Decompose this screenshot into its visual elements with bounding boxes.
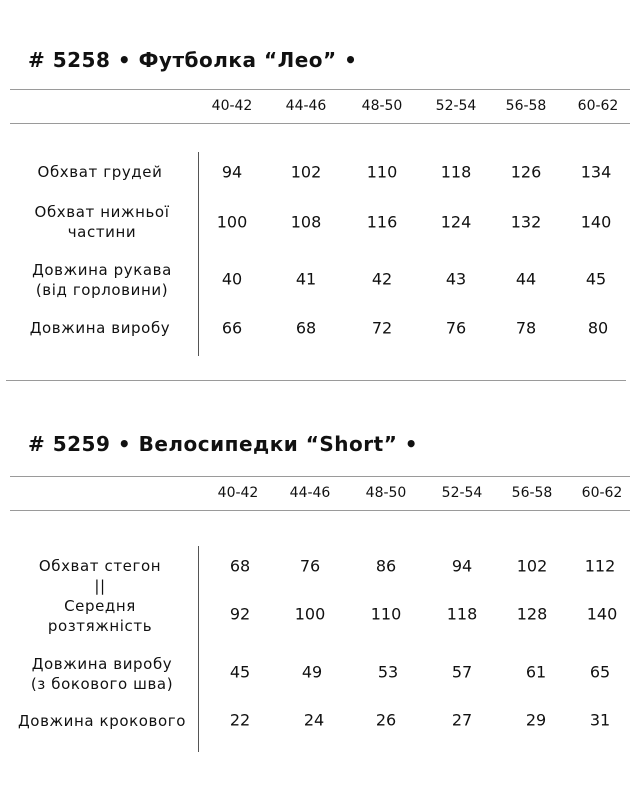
row-label: Обхват стегон || [38,557,162,595]
row-label: Обхват нижньої частини [34,203,170,241]
table-cell: 92 [229,604,251,624]
header-bottom-rule [10,510,630,511]
table-cell: 49 [301,662,323,682]
size-header: 56-58 [505,98,547,114]
header-bottom-rule [10,123,630,124]
table-cell: 42 [371,269,393,289]
table-cell: 68 [295,318,317,338]
table-cell: 100 [294,604,326,624]
row-label: Середня розтяжність [47,597,153,635]
table-cell: 66 [221,318,243,338]
table-cell: 53 [377,662,399,682]
label-divider [198,152,199,356]
table-cell: 86 [375,556,397,576]
table-cell: 22 [229,710,251,730]
size-header: 48-50 [361,98,403,114]
table-cell: 110 [370,604,402,624]
table-cell: 72 [371,318,393,338]
table-cell: 134 [580,162,612,182]
size-header: 60-62 [577,98,619,114]
table-cell: 76 [445,318,467,338]
size-header: 40-42 [211,98,253,114]
table-cell: 68 [229,556,251,576]
table-cell: 27 [451,710,473,730]
size-header: 56-58 [511,485,553,501]
row-label: Довжина виробу [29,319,171,337]
table-1-title: # 5258 • Футболка “Лео” • [28,48,358,72]
size-header: 40-42 [217,485,259,501]
table-cell: 65 [589,662,611,682]
table-cell: 116 [366,212,398,232]
table-cell: 100 [216,212,248,232]
table-cell: 61 [525,662,547,682]
table-cell: 108 [290,212,322,232]
table-cell: 128 [516,604,548,624]
table-cell: 140 [580,212,612,232]
table-cell: 76 [299,556,321,576]
size-header: 52-54 [435,98,477,114]
header-top-rule [10,476,630,477]
table-cell: 102 [516,556,548,576]
label-divider [198,546,199,752]
table-cell: 78 [515,318,537,338]
table-cell: 41 [295,269,317,289]
table-2-title: # 5259 • Велосипедки “Short” • [28,432,419,456]
size-header: 44-46 [285,98,327,114]
table-cell: 57 [451,662,473,682]
table-cell: 24 [303,710,325,730]
row-label: Обхват грудей [37,163,163,181]
table-cell: 126 [510,162,542,182]
table-cell: 26 [375,710,397,730]
row-label: Довжина рукава (від горловини) [32,261,172,299]
row-label: Довжина виробу (з бокового шва) [30,655,174,693]
size-header: 52-54 [441,485,483,501]
table-cell: 110 [366,162,398,182]
row-label: Довжина крокового [17,712,187,730]
size-header: 44-46 [289,485,331,501]
size-header: 48-50 [365,485,407,501]
table-cell: 29 [525,710,547,730]
table-cell: 43 [445,269,467,289]
table-cell: 140 [586,604,618,624]
header-top-rule [10,89,630,90]
table-cell: 118 [446,604,478,624]
table-cell: 80 [587,318,609,338]
table-cell: 44 [515,269,537,289]
table-cell: 118 [440,162,472,182]
table-cell: 40 [221,269,243,289]
table-cell: 132 [510,212,542,232]
table-cell: 124 [440,212,472,232]
table-cell: 94 [221,162,243,182]
table-cell: 102 [290,162,322,182]
size-header: 60-62 [581,485,623,501]
table-cell: 45 [229,662,251,682]
table-cell: 94 [451,556,473,576]
table-cell: 45 [585,269,607,289]
section-divider [6,380,626,381]
table-cell: 112 [584,556,616,576]
table-cell: 31 [589,710,611,730]
